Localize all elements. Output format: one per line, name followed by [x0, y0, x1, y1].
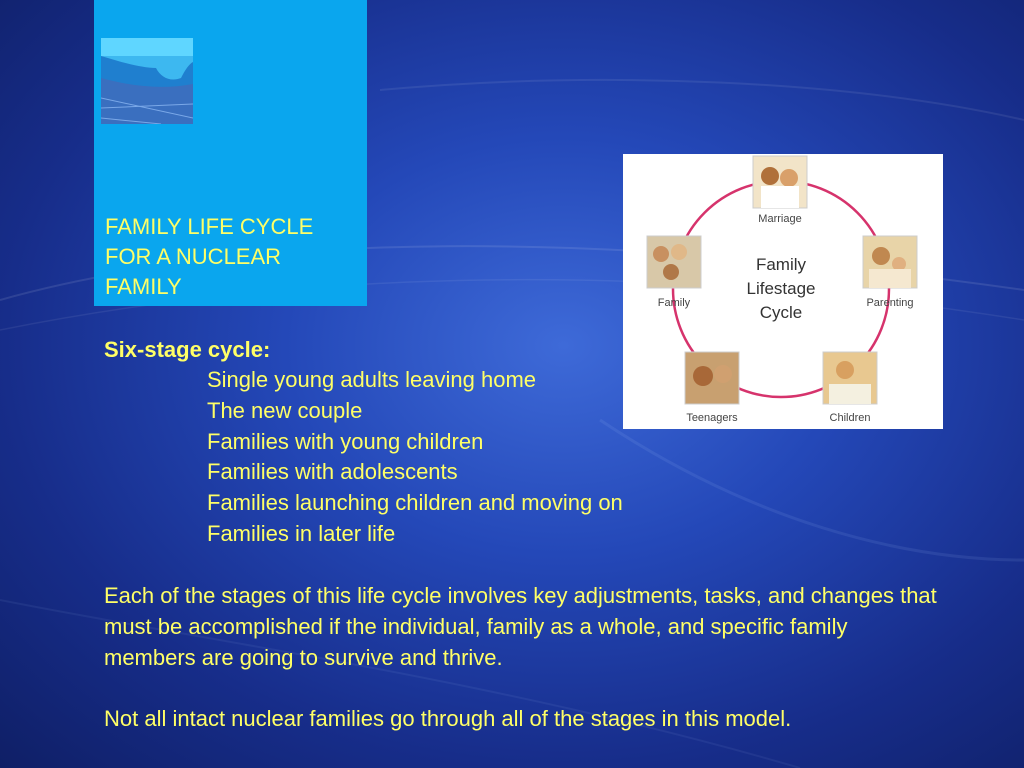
node-label-teenagers: Teenagers	[686, 412, 738, 424]
slide-title	[105, 212, 355, 302]
node-label-parenting: Parenting	[866, 297, 914, 309]
title-panel	[94, 0, 367, 306]
node-label-children: Children	[829, 412, 871, 424]
node-children	[823, 352, 877, 424]
title-line-2: FOR A NUCLEAR	[105, 244, 282, 269]
stage-item: Single young adults leaving home	[207, 367, 537, 392]
node-family	[647, 236, 701, 309]
lifestage-cycle-diagram	[623, 154, 943, 429]
paragraph-adjustments: Each of the stages of this life cycle involves key adjustments, tasks, and changes that must be accomplished if the individual, family as a whole, and specific family members are going to survive and thrive.	[104, 583, 937, 670]
node-label-marriage: Marriage	[758, 213, 802, 225]
stage-item: Families with young children	[207, 428, 484, 454]
node-label-family: Family	[657, 297, 691, 309]
node-parenting	[863, 236, 917, 309]
stage-heading: Six-stage cycle:	[104, 337, 271, 362]
stage-item: Families in later life	[207, 520, 396, 546]
title-line-1: FAMILY LIFE CYCLE	[105, 214, 314, 239]
diagram-center-line-2: Lifestage	[746, 279, 816, 298]
diagram-center-line-1: Family	[755, 255, 807, 274]
stage-item: The new couple	[207, 397, 363, 423]
node-marriage	[753, 156, 807, 225]
paragraph-note: Not all intact nuclear families go through all of the stages in this model.	[104, 706, 792, 731]
title-line-3: FAMILY	[105, 274, 182, 299]
stage-item: Families launching children and moving on	[207, 490, 623, 516]
diagram-center-line-3: Cycle	[759, 303, 803, 322]
stage-item: Families with adolescents	[207, 459, 458, 485]
wave-logo-icon	[101, 38, 193, 124]
node-teenagers	[685, 352, 739, 424]
